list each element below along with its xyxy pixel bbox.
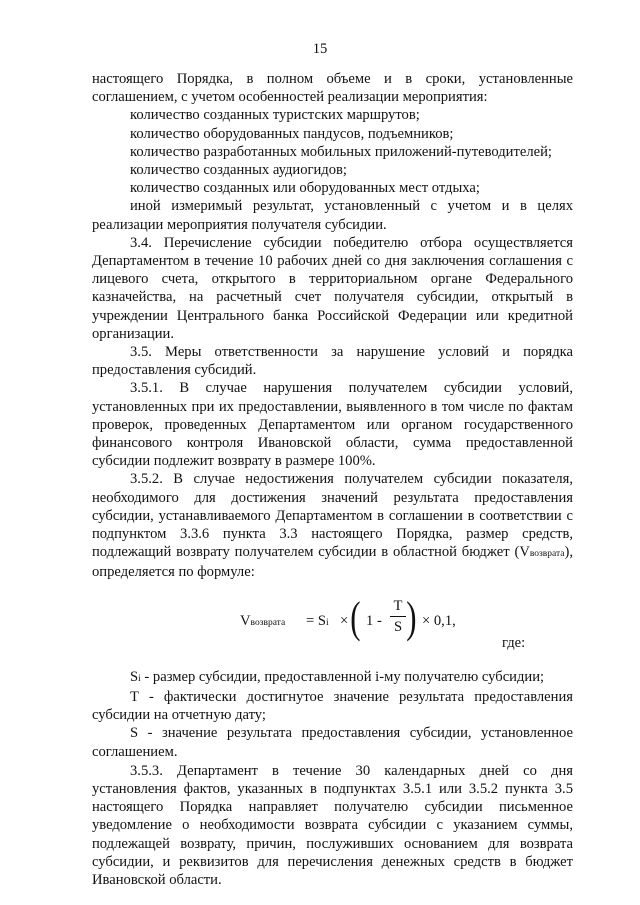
list-item: количество разработанных мобильных приложений-путеводителей;: [130, 143, 552, 160]
list-item: количество созданных или оборудованных мест отдыха;: [130, 180, 480, 197]
v-subscript: возврата: [529, 549, 565, 560]
fraction-bar: [390, 616, 406, 617]
paragraph-3-5-1: 3.5.1. В случае нарушения получателем субсидии условий, установленных при их предоставлении, выявленного в том числе по фактам проверок, проведенных Департаментом или органом государственного финансового контроля Ивановской области, сумма предоставленной субсидии подлежит возврату в размере 100%.: [92, 380, 573, 470]
formula-v: Vвозврата: [240, 612, 286, 629]
formula-eq-s: = Si: [306, 612, 329, 629]
formula-block: [92, 582, 573, 668]
paragraph-3-5-2-tail: ), определяется по формуле:: [92, 544, 573, 581]
paragraph-3-5: 3.5. Меры ответственности за нарушение условий и порядка предоставления субсидий.: [92, 344, 573, 379]
formula-where: где:: [502, 634, 526, 651]
list-item: количество созданных туристских маршрутов;: [130, 107, 420, 124]
paragraph-continuation: настоящего Порядка, в полном объеме и в сроки, установленные соглашением, с учетом особенностей реализации мероприятия:: [92, 71, 573, 106]
paragraph-other-result: иной измеримый результат, установленный с учетом и в целях реализации мероприятия получателя субсидии.: [92, 198, 573, 233]
v-symbol: (V: [514, 544, 530, 561]
fraction-numerator: T: [393, 597, 403, 614]
list-item: количество оборудованных пандусов, подъемников;: [130, 125, 454, 142]
paragraph-3-4: 3.4. Перечисление субсидии победителю отбора осуществляется Департаментом в течение 10 рабочих дней со дня заключения соглашения с лицевого счета, открытого в территориальном органе Федерального казначейства, на расчетный счет получателя субсидии, открытый в учреждении Центрального банка Российской Федерации или кредитной организации.: [92, 234, 573, 342]
paragraph-3-5-2: [92, 470, 573, 581]
formula-fraction: [390, 597, 406, 636]
definition-s: S - значение результата предоставления субсидии, установленное соглашением.: [92, 725, 573, 760]
paragraph-3-5-3: 3.5.3. Департамент в течение 30 календарных дней со дня установления фактов, указанных в подпунктах 3.5.1 или 3.5.2 пункта 3.5 настоящего Порядка направляет получателю субсидии письменное уведомление о необходимости возврата субсидии с указанием суммы, подлежащей возврату, причин, послуживших основанием для возврата субсидии, и реквизитов для перечисления денежных средств в бюджет Ивановской области.: [92, 762, 573, 888]
definition-t: Т - фактически достигнутое значение результата предоставления субсидии на отчетную дату;: [92, 688, 573, 724]
formula-one-minus: 1 -: [366, 612, 382, 629]
formula-times-coef: × 0,1,: [422, 612, 456, 629]
formula-right-paren: ): [406, 592, 417, 642]
page-number: 15: [312, 41, 328, 57]
fraction-denominator: S: [393, 618, 403, 635]
formula-left-paren: (: [350, 592, 361, 642]
list-item: количество созданных аудиогидов;: [130, 162, 347, 179]
formula-times: ×: [340, 612, 349, 629]
paragraph-3-5-2-text: 3.5.2. В случае недостижения получателем субсидии показателя, необходимого для достижения значений результата предоставления субсидии, устанавливаемого Департаментом в соглашении в соответствии с подпунктом 3.3.6 пункта 3.3 настоящего Порядка, размер средств, подлежащий возврату получателем субсидии в областной бюджет: [92, 471, 573, 561]
refund-formula: [240, 592, 526, 656]
definition-si: Si - размер субсидии, предоставленной i-му получателю субсидии;: [130, 668, 545, 685]
document-body: [92, 70, 573, 889]
indicator-list: [92, 106, 573, 197]
